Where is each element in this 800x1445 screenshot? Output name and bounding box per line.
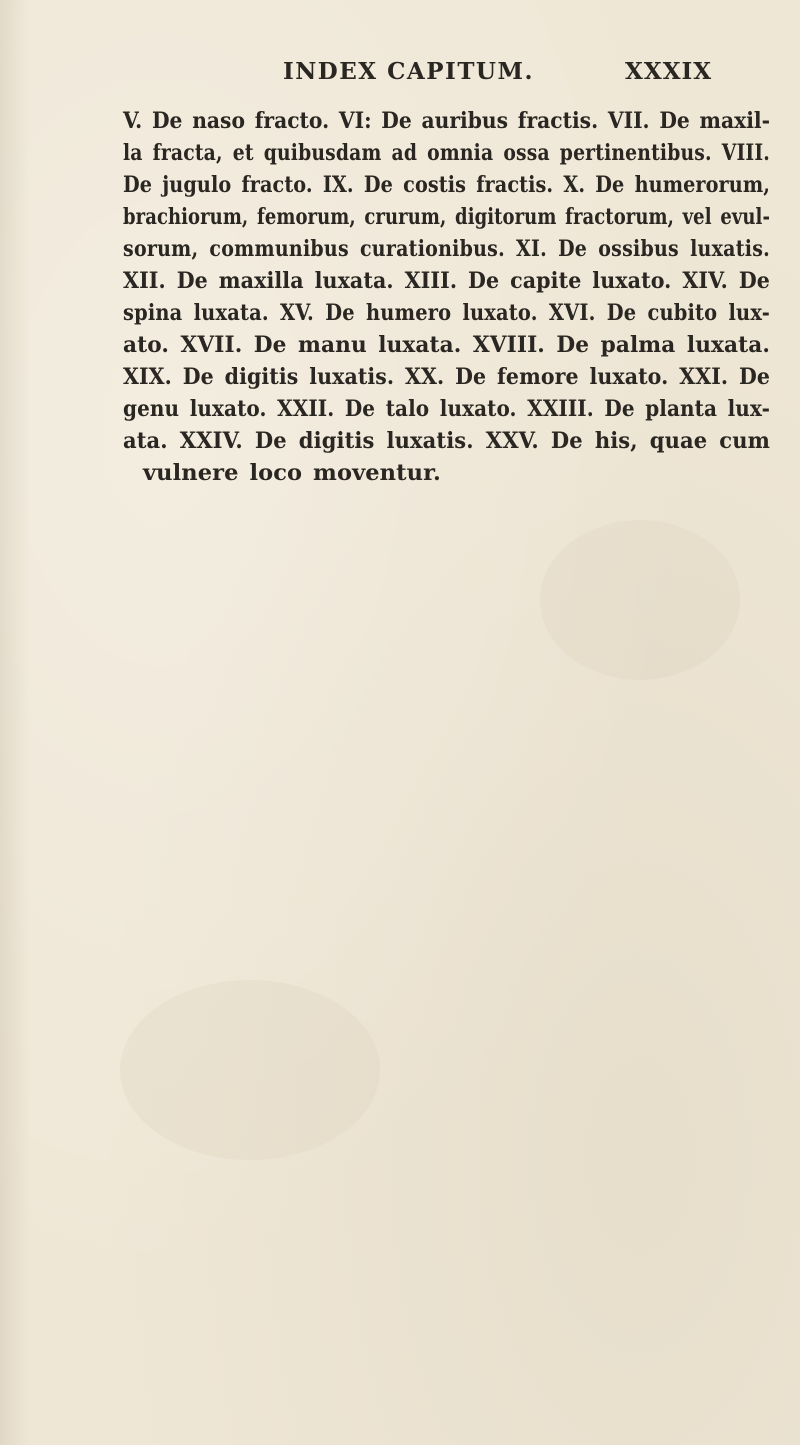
text-line: la fracta, et quibusdam ad omnia ossa pertinentibus. VIII. xyxy=(123,140,770,166)
text-line: XIX. De digitis luxatis. XX. De femore luxato. XXI. De xyxy=(123,364,771,390)
running-head-title: INDEX CAPITUM. xyxy=(283,58,534,85)
text-line: spina luxata. XV. De humero luxato. XVI. De cubito lux- xyxy=(123,300,770,326)
running-head xyxy=(0,58,800,90)
text-line: V. De naso fracto. VI: De auribus fractis. VII. De maxil- xyxy=(123,108,771,134)
text-line: ata. XXIV. De digitis luxatis. XXV. De his, quae cum xyxy=(123,428,770,454)
text-line: XII. De maxilla luxata. XIII. De capite luxato. XIV. De xyxy=(123,268,770,294)
text-line: genu luxato. XXII. De talo luxato. XXIII. De planta lux- xyxy=(123,396,770,422)
text-line: De jugulo fracto. IX. De costis fractis. X. De humerorum, xyxy=(123,172,771,198)
text-line: vulnere loco moventur. xyxy=(143,460,441,486)
paper-stain xyxy=(120,980,380,1160)
page-number: XXXIX xyxy=(625,58,713,85)
text-line: ato. XVII. De manu luxata. XVIII. De palma luxata. xyxy=(123,332,770,358)
text-line: brachiorum, femorum, crurum, digitorum fractorum, vel evul- xyxy=(123,204,771,230)
page-edge-shadow xyxy=(0,0,30,1445)
paper-stain xyxy=(540,520,740,680)
text-line: sorum, communibus curationibus. XI. De ossibus luxatis. xyxy=(123,236,771,262)
